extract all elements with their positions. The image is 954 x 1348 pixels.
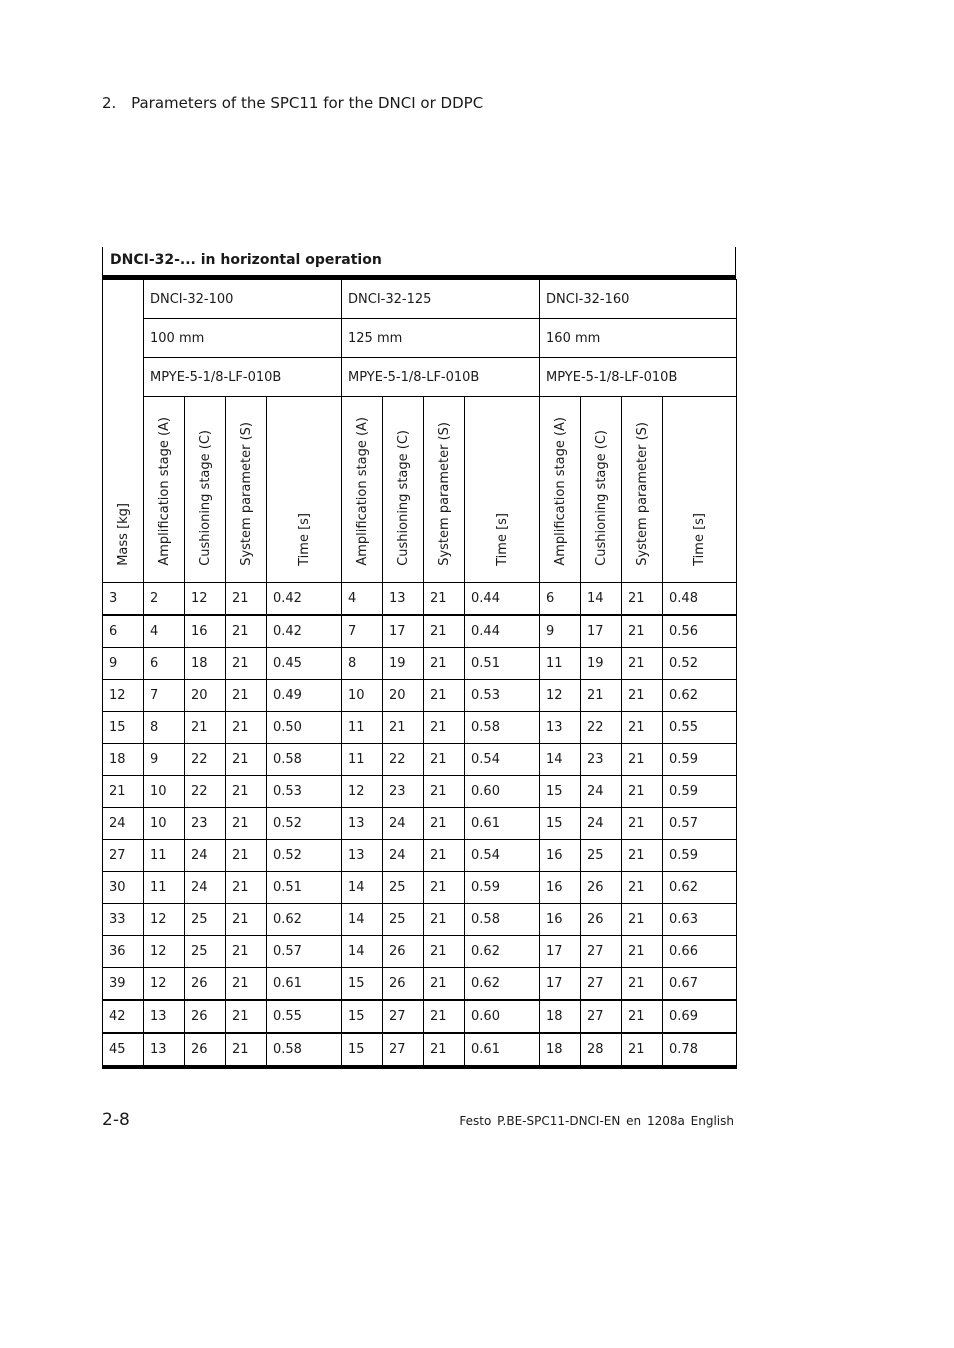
value-cell: 27 [581, 968, 622, 1001]
mass-cell: 45 [103, 1033, 144, 1067]
value-cell: 21 [226, 648, 267, 680]
value-cell: 4 [144, 615, 185, 648]
table-row [103, 680, 737, 712]
value-cell: 17 [383, 615, 424, 648]
value-cell: 0.58 [465, 712, 540, 744]
value-cell: 10 [342, 680, 383, 712]
table-row [103, 904, 737, 936]
table-row [103, 712, 737, 744]
sub-header: System parameter (S) [634, 422, 650, 566]
parameter-table [102, 279, 737, 1069]
value-cell: 21 [622, 968, 663, 1001]
value-cell: 26 [383, 968, 424, 1001]
value-cell: 25 [185, 904, 226, 936]
value-cell: 24 [581, 776, 622, 808]
table-row [103, 968, 737, 1001]
value-cell: 21 [424, 936, 465, 968]
table-row [103, 776, 737, 808]
sub-header: Cushioning stage (C) [593, 430, 609, 566]
value-cell: 27 [581, 1000, 622, 1033]
value-cell: 0.59 [663, 840, 737, 872]
value-cell: 13 [342, 808, 383, 840]
mass-cell: 18 [103, 744, 144, 776]
sub-header-cell [581, 397, 622, 583]
value-cell: 18 [540, 1033, 581, 1067]
value-cell: 21 [185, 712, 226, 744]
value-cell: 26 [185, 1033, 226, 1067]
value-cell: 21 [622, 808, 663, 840]
value-cell: 8 [342, 648, 383, 680]
value-cell: 6 [540, 583, 581, 616]
value-cell: 0.50 [267, 712, 342, 744]
value-cell: 12 [185, 583, 226, 616]
page-number: 2-8 [102, 1110, 130, 1130]
value-cell: 21 [226, 840, 267, 872]
sub-header: System parameter (S) [436, 422, 452, 566]
value-cell: 22 [581, 712, 622, 744]
group-type: DNCI-32-100 [144, 280, 342, 319]
table-row [103, 936, 737, 968]
mass-cell: 27 [103, 840, 144, 872]
sub-header-cell [226, 397, 267, 583]
mass-cell: 24 [103, 808, 144, 840]
value-cell: 17 [540, 936, 581, 968]
mass-cell: 9 [103, 648, 144, 680]
value-cell: 21 [424, 615, 465, 648]
sub-header: Amplification stage (A) [354, 417, 370, 566]
valve-row [103, 358, 737, 397]
sub-header-cell [540, 397, 581, 583]
value-cell: 28 [581, 1033, 622, 1067]
value-cell: 21 [622, 744, 663, 776]
value-cell: 25 [185, 936, 226, 968]
group-stroke: 125 mm [342, 319, 540, 358]
value-cell: 0.56 [663, 615, 737, 648]
value-cell: 21 [622, 712, 663, 744]
value-cell: 13 [342, 840, 383, 872]
value-cell: 26 [581, 872, 622, 904]
value-cell: 0.60 [465, 1000, 540, 1033]
value-cell: 0.54 [465, 744, 540, 776]
sub-header: Time [s] [494, 513, 510, 566]
sub-header-cell [185, 397, 226, 583]
value-cell: 26 [185, 968, 226, 1001]
value-cell: 21 [424, 1033, 465, 1067]
value-cell: 12 [540, 680, 581, 712]
value-cell: 27 [581, 936, 622, 968]
value-cell: 25 [383, 904, 424, 936]
value-cell: 22 [185, 744, 226, 776]
value-cell: 21 [622, 776, 663, 808]
value-cell: 12 [144, 904, 185, 936]
value-cell: 0.53 [465, 680, 540, 712]
value-cell: 15 [540, 808, 581, 840]
value-cell: 0.42 [267, 583, 342, 616]
value-cell: 11 [540, 648, 581, 680]
value-cell: 21 [226, 776, 267, 808]
value-cell: 0.57 [267, 936, 342, 968]
section-title: Parameters of the SPC11 for the DNCI or DDPC [131, 94, 484, 112]
value-cell: 0.54 [465, 840, 540, 872]
value-cell: 11 [144, 872, 185, 904]
value-cell: 23 [581, 744, 622, 776]
mass-cell: 33 [103, 904, 144, 936]
value-cell: 21 [622, 1033, 663, 1067]
value-cell: 21 [424, 1000, 465, 1033]
mass-header-cell [103, 280, 144, 583]
value-cell: 22 [383, 744, 424, 776]
value-cell: 21 [424, 712, 465, 744]
group-valve: MPYE-5-1/8-LF-010B [342, 358, 540, 397]
value-cell: 24 [383, 840, 424, 872]
value-cell: 24 [383, 808, 424, 840]
sub-header: Time [s] [296, 513, 312, 566]
table-row [103, 1033, 737, 1067]
value-cell: 15 [342, 968, 383, 1001]
value-cell: 0.52 [663, 648, 737, 680]
value-cell: 21 [424, 968, 465, 1001]
value-cell: 7 [342, 615, 383, 648]
type-row [103, 280, 737, 319]
mass-cell: 36 [103, 936, 144, 968]
value-cell: 26 [383, 936, 424, 968]
value-cell: 21 [581, 680, 622, 712]
value-cell: 21 [226, 1033, 267, 1067]
value-cell: 21 [226, 615, 267, 648]
group-stroke: 160 mm [540, 319, 737, 358]
value-cell: 21 [622, 1000, 663, 1033]
value-cell: 2 [144, 583, 185, 616]
table-title: DNCI-32-... in horizontal operation [102, 247, 736, 279]
value-cell: 0.59 [465, 872, 540, 904]
value-cell: 0.44 [465, 583, 540, 616]
mass-cell: 12 [103, 680, 144, 712]
value-cell: 21 [226, 968, 267, 1001]
value-cell: 0.59 [663, 744, 737, 776]
table-row [103, 583, 737, 616]
value-cell: 11 [342, 744, 383, 776]
value-cell: 21 [424, 648, 465, 680]
value-cell: 16 [540, 872, 581, 904]
table-row [103, 872, 737, 904]
sub-header: Cushioning stage (C) [197, 430, 213, 566]
mass-cell: 15 [103, 712, 144, 744]
value-cell: 16 [540, 904, 581, 936]
value-cell: 21 [383, 712, 424, 744]
value-cell: 27 [383, 1033, 424, 1067]
group-valve: MPYE-5-1/8-LF-010B [144, 358, 342, 397]
stroke-row [103, 319, 737, 358]
sub-header-cell [144, 397, 185, 583]
value-cell: 16 [540, 840, 581, 872]
value-cell: 8 [144, 712, 185, 744]
value-cell: 0.44 [465, 615, 540, 648]
value-cell: 0.59 [663, 776, 737, 808]
value-cell: 0.49 [267, 680, 342, 712]
value-cell: 25 [383, 872, 424, 904]
value-cell: 0.61 [267, 968, 342, 1001]
document-id: Festo P.BE-SPC11-DNCI-EN en 1208a English [459, 1114, 734, 1128]
value-cell: 0.52 [267, 808, 342, 840]
value-cell: 0.62 [465, 936, 540, 968]
value-cell: 24 [185, 840, 226, 872]
value-cell: 0.62 [663, 872, 737, 904]
table-row [103, 648, 737, 680]
table-row [103, 615, 737, 648]
group-stroke: 100 mm [144, 319, 342, 358]
sub-header-cell [342, 397, 383, 583]
value-cell: 24 [581, 808, 622, 840]
sub-header: Amplification stage (A) [552, 417, 568, 566]
mass-cell: 6 [103, 615, 144, 648]
value-cell: 19 [581, 648, 622, 680]
value-cell: 10 [144, 808, 185, 840]
parameter-table-frame [102, 247, 736, 1069]
value-cell: 15 [342, 1033, 383, 1067]
sub-header-cell [267, 397, 342, 583]
running-head [102, 94, 483, 112]
value-cell: 14 [342, 904, 383, 936]
value-cell: 0.45 [267, 648, 342, 680]
value-cell: 21 [226, 808, 267, 840]
sub-header-cell [663, 397, 737, 583]
value-cell: 17 [540, 968, 581, 1001]
value-cell: 0.58 [465, 904, 540, 936]
value-cell: 12 [144, 968, 185, 1001]
value-cell: 21 [424, 680, 465, 712]
value-cell: 21 [622, 872, 663, 904]
value-cell: 0.62 [267, 904, 342, 936]
value-cell: 0.55 [663, 712, 737, 744]
value-cell: 14 [342, 872, 383, 904]
value-cell: 21 [622, 680, 663, 712]
value-cell: 14 [540, 744, 581, 776]
value-cell: 20 [185, 680, 226, 712]
value-cell: 21 [424, 744, 465, 776]
mass-cell: 39 [103, 968, 144, 1001]
value-cell: 21 [226, 1000, 267, 1033]
value-cell: 23 [383, 776, 424, 808]
sub-header: Time [s] [692, 513, 708, 566]
value-cell: 21 [622, 904, 663, 936]
value-cell: 14 [581, 583, 622, 616]
value-cell: 0.60 [465, 776, 540, 808]
value-cell: 0.42 [267, 615, 342, 648]
value-cell: 18 [540, 1000, 581, 1033]
mass-cell: 42 [103, 1000, 144, 1033]
value-cell: 4 [342, 583, 383, 616]
value-cell: 15 [540, 776, 581, 808]
sub-header-cell [622, 397, 663, 583]
value-cell: 21 [622, 615, 663, 648]
table-row [103, 1000, 737, 1033]
value-cell: 7 [144, 680, 185, 712]
mass-cell: 3 [103, 583, 144, 616]
value-cell: 0.52 [267, 840, 342, 872]
value-cell: 0.51 [465, 648, 540, 680]
value-cell: 21 [424, 583, 465, 616]
value-cell: 0.58 [267, 744, 342, 776]
value-cell: 0.61 [465, 808, 540, 840]
value-cell: 21 [424, 776, 465, 808]
value-cell: 21 [226, 744, 267, 776]
value-cell: 26 [581, 904, 622, 936]
value-cell: 0.48 [663, 583, 737, 616]
mass-cell: 21 [103, 776, 144, 808]
value-cell: 16 [185, 615, 226, 648]
value-cell: 23 [185, 808, 226, 840]
value-cell: 19 [383, 648, 424, 680]
group-type: DNCI-32-160 [540, 280, 737, 319]
value-cell: 11 [342, 712, 383, 744]
sub-header: System parameter (S) [238, 422, 254, 566]
value-cell: 24 [185, 872, 226, 904]
section-number: 2. [102, 94, 117, 112]
value-cell: 0.62 [465, 968, 540, 1001]
value-cell: 22 [185, 776, 226, 808]
value-cell: 26 [185, 1000, 226, 1033]
value-cell: 27 [383, 1000, 424, 1033]
value-cell: 12 [144, 936, 185, 968]
value-cell: 20 [383, 680, 424, 712]
value-cell: 21 [622, 936, 663, 968]
value-cell: 21 [622, 648, 663, 680]
value-cell: 25 [581, 840, 622, 872]
value-cell: 13 [540, 712, 581, 744]
value-cell: 0.61 [465, 1033, 540, 1067]
value-cell: 21 [226, 872, 267, 904]
value-cell: 10 [144, 776, 185, 808]
value-cell: 21 [226, 680, 267, 712]
value-cell: 21 [424, 840, 465, 872]
sub-header-row [103, 397, 737, 583]
value-cell: 0.78 [663, 1033, 737, 1067]
value-cell: 12 [342, 776, 383, 808]
value-cell: 6 [144, 648, 185, 680]
value-cell: 0.55 [267, 1000, 342, 1033]
value-cell: 21 [424, 808, 465, 840]
value-cell: 11 [144, 840, 185, 872]
value-cell: 21 [622, 840, 663, 872]
group-type: DNCI-32-125 [342, 280, 540, 319]
value-cell: 9 [144, 744, 185, 776]
mass-header: Mass [kg] [115, 503, 131, 566]
table-row [103, 840, 737, 872]
value-cell: 21 [226, 712, 267, 744]
value-cell: 9 [540, 615, 581, 648]
value-cell: 17 [581, 615, 622, 648]
mass-cell: 30 [103, 872, 144, 904]
value-cell: 21 [226, 936, 267, 968]
value-cell: 13 [383, 583, 424, 616]
value-cell: 21 [226, 904, 267, 936]
value-cell: 13 [144, 1033, 185, 1067]
value-cell: 14 [342, 936, 383, 968]
value-cell: 21 [424, 872, 465, 904]
value-cell: 0.53 [267, 776, 342, 808]
value-cell: 0.67 [663, 968, 737, 1001]
value-cell: 0.62 [663, 680, 737, 712]
sub-header: Cushioning stage (C) [395, 430, 411, 566]
value-cell: 18 [185, 648, 226, 680]
sub-header-cell [383, 397, 424, 583]
value-cell: 21 [622, 583, 663, 616]
value-cell: 0.57 [663, 808, 737, 840]
value-cell: 0.58 [267, 1033, 342, 1067]
table-row [103, 744, 737, 776]
value-cell: 0.51 [267, 872, 342, 904]
sub-header: Amplification stage (A) [156, 417, 172, 566]
value-cell: 0.63 [663, 904, 737, 936]
value-cell: 0.69 [663, 1000, 737, 1033]
group-valve: MPYE-5-1/8-LF-010B [540, 358, 737, 397]
sub-header-cell [465, 397, 540, 583]
value-cell: 0.66 [663, 936, 737, 968]
value-cell: 15 [342, 1000, 383, 1033]
value-cell: 13 [144, 1000, 185, 1033]
sub-header-cell [424, 397, 465, 583]
table-row [103, 808, 737, 840]
value-cell: 21 [226, 583, 267, 616]
value-cell: 21 [424, 904, 465, 936]
